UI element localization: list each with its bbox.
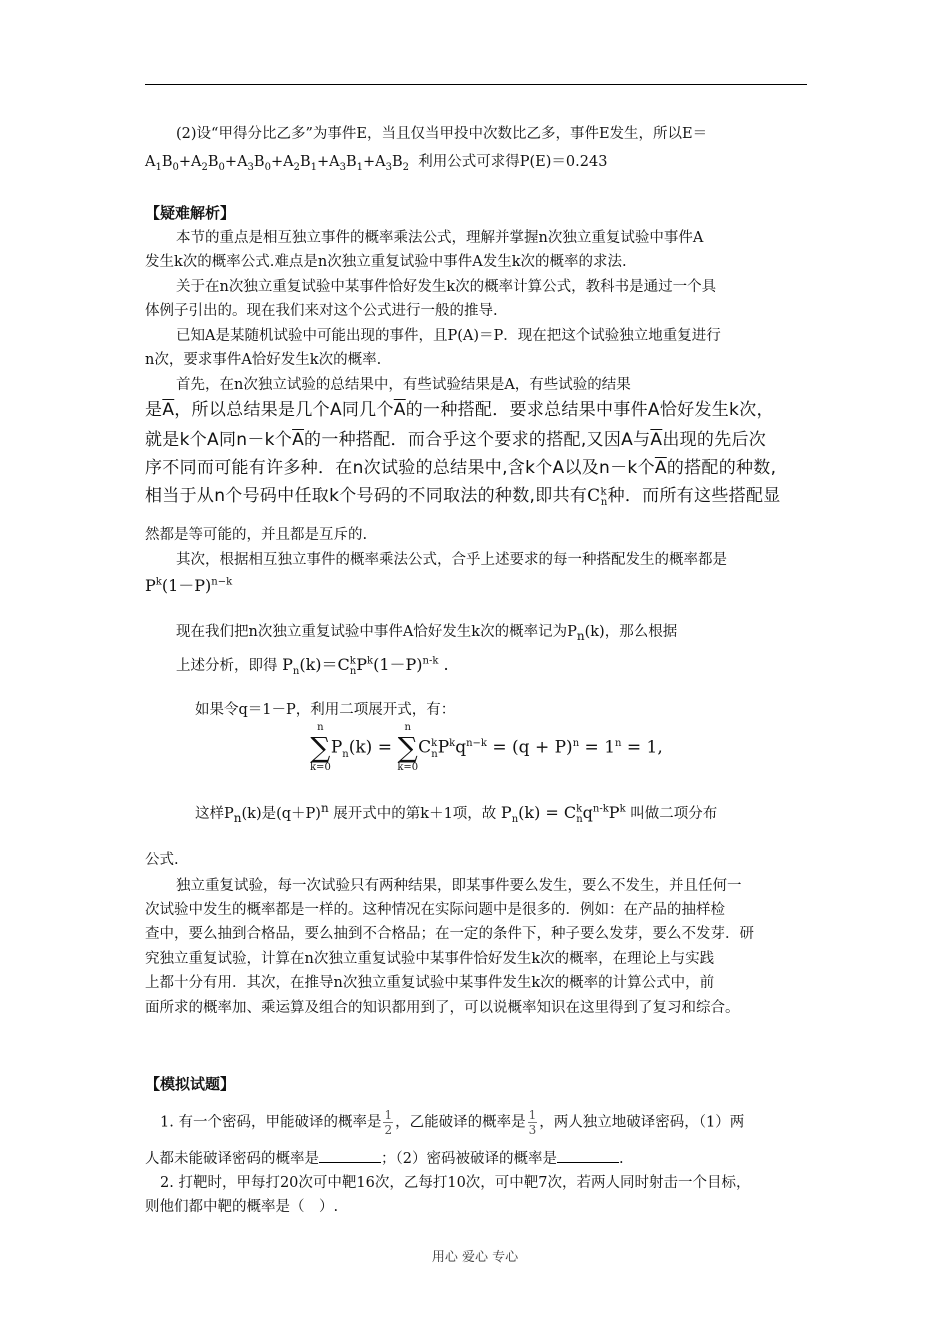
analysis-p2b: 体例子引出的。现在我们来对这个公式进行一般的推导.: [145, 303, 498, 319]
text: (k)是(q＋P): [241, 806, 321, 822]
analysis-p1: 本节的重点是相互独立事件的概率乘法公式，理解并掌握n次独立重复试验中事件A: [176, 230, 704, 246]
analysis-p2: 关于在n次独立重复试验中某事件恰好发生k次的概率计算公式，教科书是通过一个具: [176, 279, 717, 295]
text: 的一种搭配．要求总结果中事件A恰好发生k次，: [405, 400, 774, 420]
analysis-block-line-2: [145, 430, 766, 450]
a-bar: $\overline{A}$: [292, 430, 305, 450]
question-2-line-1: 2. 打靶时，甲每打20次可中靶16次，乙每打10次，可中靶7次，若两人同时射击一个目标，: [160, 1175, 751, 1191]
text: 出现的先后次: [662, 430, 767, 450]
analysis-p12b: 次试验中发生的概率都是一样的。这种情况在实际问题中是很多的．例如：在产品的抽样检: [145, 902, 725, 918]
mock-heading: 【模拟试题】: [145, 1075, 236, 1093]
text: 相当于从n个号码中任取k个号码的不同取法的种数,即共有: [145, 486, 588, 506]
text: ，两人独立地破译密码，（1）两: [539, 1114, 745, 1131]
analysis-block-line-3: [145, 458, 776, 478]
analysis-p12c: 查中，要么抽到合格品，要么抽到不合格品；在一定的条件下，种子要么发芽，要么不发芽．研: [145, 926, 754, 942]
question-2-line-2: 则他们都中靶的概率是（ ）.: [145, 1199, 339, 1215]
text: 序不同而可能有许多种．在n次试验的总结果中,含k个A以及n－k个: [145, 458, 655, 478]
text: 展开式中的第k＋1项，故: [333, 806, 497, 822]
analysis-p12e: 上都十分有用．其次，在推导n次独立重复试验中某事件发生k次的概率的计算公式中，前: [145, 975, 715, 991]
analysis-p8: [176, 655, 449, 676]
a-bar: $\overline{A}$: [650, 430, 663, 450]
text: ；（2）密码被破译的概率是: [381, 1151, 557, 1167]
text: 就是k个A同n－k个: [145, 430, 293, 450]
analysis-p10: 这样$P_n(k)$是$(q+P)^n$ 展开式中的第k＋1项，故 $P_n(k) = C^k_nq^{n-k}P^k$ 叫做二项分布: [195, 801, 718, 826]
analysis-p3b: n次，要求事件A恰好发生k次的概率.: [145, 352, 382, 368]
analysis-p12: 独立重复试验，每一次试验只有两种结果，即某事件要么发生，要么不发生，并且任何一: [176, 878, 742, 894]
header-rule: [145, 84, 807, 85]
analysis-block-line-1: [145, 400, 774, 420]
a-bar: $\overline{A}$: [654, 458, 667, 478]
text: 的一种搭配．而合乎这个要求的搭配,又因A与: [304, 430, 651, 450]
question-1-line-1: [160, 1108, 744, 1137]
a-bar: $\overline{A}$: [393, 400, 406, 420]
text: 种．而所有这些搭配显: [607, 486, 781, 506]
analysis-p5: 然都是等可能的，并且都是互斥的.: [145, 527, 368, 543]
binomial-sum-formula: n ∑ k=0 $P_n(k)$ = n ∑ k=0 $C^k_nP^kq^{n-k} = (q + P)^n = 1^n = 1$,: [310, 722, 663, 773]
answer-blank-1[interactable]: [319, 1148, 381, 1163]
text: ，所以总结果是几个A同几个: [174, 400, 394, 420]
analysis-heading: 【疑难解析】: [145, 204, 236, 222]
analysis-p4: 首先，在n次独立试验的总结果中，有些试验结果是A，有些试验的结果: [176, 377, 631, 393]
binomial-formula: $P_n(k)=C^k_nP^k(1-P)^{n-k}$ .: [282, 655, 449, 678]
analysis-p12d: 究独立重复试验，计算在n次独立重复试验中某事件恰好发生k次的概率，在理论上与实践: [145, 951, 715, 967]
fraction-one-third: $\frac{1}{3}$: [528, 1108, 537, 1137]
text: ，乙能破译的概率是: [395, 1114, 526, 1131]
answer-blank-2[interactable]: [557, 1148, 619, 1163]
binomial-term-formula: $P_n(k) = C^k_nq^{n-k}P^k$: [500, 803, 626, 826]
analysis-p7: 现在我们把n次独立重复试验中事件A恰好发生k次的概率记为$P_n(k)$，那么根据: [176, 624, 678, 643]
text: 的搭配的种数,: [666, 458, 777, 478]
text: (k)，那么根据: [584, 624, 678, 640]
fraction-one-half: $\frac{1}{2}$: [384, 1108, 393, 1137]
text: 叫做二项分布: [630, 806, 718, 822]
event-e-formula: $A_1B_0+A_2B_0+A_3B_0+A_2B_1+A_3B_1+A_3B_2$: [145, 154, 410, 173]
probability-expression: $P^k(1-P)^{n-k}$: [145, 576, 233, 595]
combination-cnk: $C^k_n$: [587, 486, 608, 509]
text: 是: [145, 400, 163, 420]
analysis-block-line-4: [145, 486, 781, 509]
solution-2-line-2: [145, 152, 607, 172]
text: .: [618, 1151, 624, 1167]
text: 人都未能破译密码的概率是: [145, 1151, 319, 1167]
analysis-p12f: 面所求的概率加、乘运算及组合的知识都用到了，可以说概率知识在这里得到了复习和综合。: [145, 1000, 740, 1016]
analysis-p6: 其次，根据相互独立事件的概率乘法公式，合乎上述要求的每一种搭配发生的概率都是: [176, 552, 727, 568]
question-1-line-2: [145, 1148, 624, 1169]
analysis-p9: 如果令q＝1－P，利用二项展开式，有：: [195, 702, 456, 718]
a-bar: $\overline{A}$: [162, 400, 175, 420]
analysis-p1b: 发生k次的概率公式.难点是n次独立重复试验中事件A发生k次的概率的求法.: [145, 254, 627, 270]
text: 上述分析，即得: [176, 658, 278, 674]
page-footer: 用心 爱心 专心: [431, 1250, 519, 1265]
text: 这样P: [195, 806, 234, 822]
solution-2-result: 利用公式可求得P(E)＝0.243: [418, 154, 608, 170]
analysis-p3: 已知A是某随机试验中可能出现的事件，且P(A)＝P．现在把这个试验独立地重复进行: [176, 328, 721, 344]
solution-2-line-1: (2)设“甲得分比乙多”为事件E，当且仅当甲投中次数比乙多，事件E发生，所以E＝: [176, 126, 708, 142]
text: 1. 有一个密码，甲能破译的概率是: [160, 1114, 382, 1131]
analysis-p11: 公式.: [145, 852, 179, 868]
text: 现在我们把n次独立重复试验中事件A恰好发生k次的概率记为P: [176, 624, 577, 640]
